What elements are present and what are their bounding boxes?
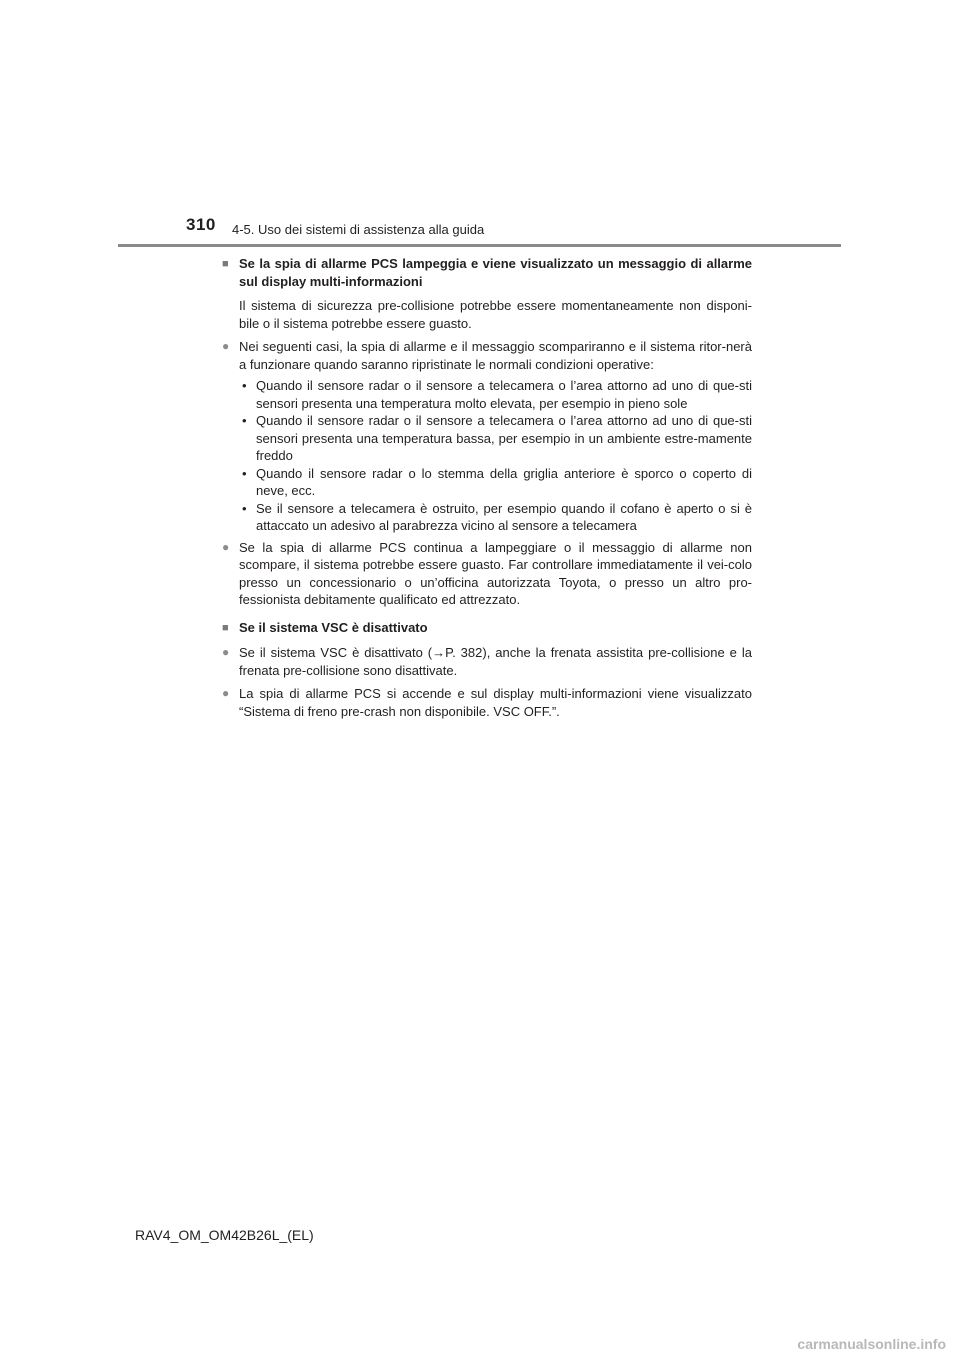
square-bullet-icon: ■ bbox=[222, 258, 229, 270]
sub-item bbox=[239, 500, 752, 535]
document-code: RAV4_OM_OM42B26L_(EL) bbox=[135, 1227, 314, 1243]
bullet-text: La spia di allarme PCS si accende e sul display multi-informazioni viene visualizzato “Sistema di freno pre-crash non disponibile. VSC OFF.”. bbox=[239, 686, 752, 719]
content bbox=[222, 255, 752, 726]
bullet-text: Se il sistema VSC è disattivato (→P. 382), anche la frenata assistita pre-collisione e la frenata pre-collisione sono disattivate. bbox=[239, 645, 752, 678]
intro-paragraph: Il sistema di sicurezza pre-collisione potrebbe essere momentaneamente non disponi-bile o il sistema potrebbe essere guasto. bbox=[239, 298, 752, 331]
dot-bullet: • bbox=[242, 500, 247, 516]
square-bullet-icon: ■ bbox=[222, 621, 229, 634]
heading-text: Se la spia di allarme PCS lampeggia e viene visualizzato un messaggio di allarme sul display multi-informazioni bbox=[239, 256, 752, 289]
sub-item-text: Quando il sensore radar o lo stemma della griglia anteriore è sporco o coperto di neve, ecc. bbox=[256, 465, 752, 498]
circle-bullet-icon: ● bbox=[222, 539, 230, 554]
bullet-text: Nei seguenti casi, la spia di allarme e il messaggio scompariranno e il sistema ritor-nerà a funzionare quando saranno ripristinate le normali condizioni operative: bbox=[239, 339, 752, 372]
sub-item bbox=[239, 412, 752, 465]
sub-item-text: Se il sensore a telecamera è ostruito, per esempio quando il cofano è aperto o si è attaccato un adesivo al parabrezza vicino al sensore a telecamera bbox=[256, 500, 752, 533]
sub-item bbox=[239, 377, 752, 412]
bullet-item bbox=[222, 338, 752, 373]
section-heading bbox=[222, 619, 752, 638]
sub-list bbox=[222, 377, 752, 535]
section-pcs-warning bbox=[222, 255, 752, 609]
dot-bullet: • bbox=[242, 413, 247, 428]
section-heading bbox=[222, 255, 752, 290]
sub-item bbox=[239, 465, 752, 500]
circle-bullet-icon: ● bbox=[222, 686, 230, 700]
header-rule bbox=[118, 244, 841, 247]
sub-item-text: Quando il sensore radar o il sensore a telecamera o l’area attorno ad uno di que-sti sensori presenta una temperatura bassa, per esempio in un ambiente estre-mamente freddo bbox=[256, 413, 752, 463]
section-title: 4-5. Uso dei sistemi di assistenza alla guida bbox=[232, 222, 485, 237]
bullet-text: Se la spia di allarme PCS continua a lampeggiare o il messaggio di allarme non scompare, il sistema potrebbe essere guasto. Far controllare immediatamente il vei-colo presso un concessionario o un’officina autorizzata Toyota, o presso un altro pro-fessionista debitamente qualificato ed attrezzato. bbox=[239, 539, 752, 607]
sub-item-text: Quando il sensore radar o il sensore a telecamera o l’area attorno ad uno di que-sti sensori presenta una temperatura molto elevata, per esempio in pieno sole bbox=[256, 378, 752, 411]
circle-bullet-icon: ● bbox=[222, 339, 230, 353]
bullet-item bbox=[222, 685, 752, 720]
watermark: carmanualsonline.info bbox=[797, 1336, 946, 1352]
section-vsc-off bbox=[222, 619, 752, 721]
bullet-item bbox=[222, 539, 752, 609]
dot-bullet: • bbox=[242, 465, 247, 481]
circle-bullet-icon: ● bbox=[222, 645, 230, 659]
dot-bullet: • bbox=[242, 378, 247, 393]
page-number: 310 bbox=[186, 215, 216, 234]
heading-text: Se il sistema VSC è disattivato bbox=[239, 619, 428, 635]
bullet-item bbox=[222, 644, 752, 679]
